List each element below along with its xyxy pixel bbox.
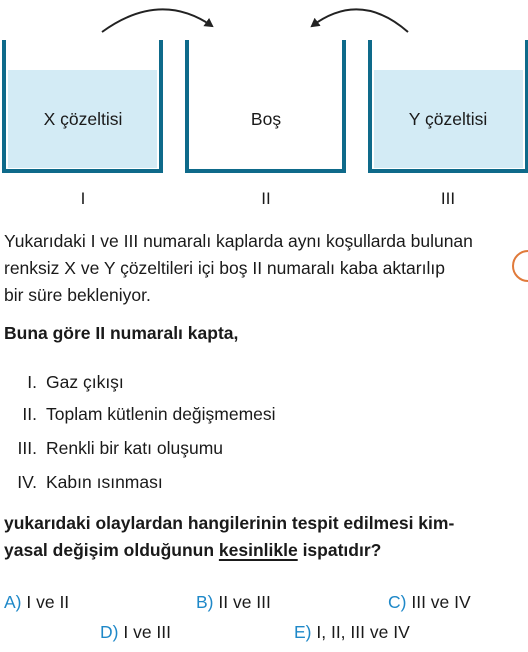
transfer-arrow-left	[102, 9, 212, 32]
list-item-text: Renkli bir katı oluşumu	[46, 438, 224, 458]
roman-label-iii: III	[440, 189, 456, 208]
list-item-ii	[22, 402, 276, 426]
list-item-number: III.	[17, 438, 37, 458]
container-iii-label: Y çözeltisi	[408, 109, 488, 129]
container-ii	[187, 40, 344, 208]
emphasis-word: kesinlikle	[218, 540, 298, 560]
container-ii-label: Boş	[250, 109, 282, 129]
container-i-label: X çözeltisi	[43, 109, 123, 129]
beakers-figure	[0, 0, 528, 212]
list-item-text: Gaz çıkışı	[46, 372, 124, 392]
list-item-i	[27, 370, 124, 394]
option-c[interactable]	[388, 590, 471, 614]
list-item-iv	[17, 470, 163, 494]
list-item-iii	[17, 436, 224, 460]
option-e[interactable]	[294, 620, 410, 644]
option-text: III ve IV	[411, 592, 471, 612]
option-letter: B)	[196, 592, 214, 612]
option-letter: D)	[100, 622, 119, 642]
roman-label-i: I	[80, 189, 86, 208]
list-item-text: Kabın ısınması	[46, 472, 163, 492]
question-lead: Buna göre II numaralı kapta,	[4, 323, 239, 343]
roman-label-ii: II	[261, 189, 271, 208]
option-text: II ve III	[218, 592, 271, 612]
question-prompt	[4, 510, 454, 564]
list-item-number: II.	[22, 404, 37, 424]
question-stem	[4, 228, 473, 309]
option-letter: A)	[4, 592, 22, 612]
question-line-2-start: yasal değişim olduğunun	[4, 540, 219, 560]
option-letter: E)	[294, 622, 312, 642]
option-text: I ve II	[26, 592, 70, 612]
container-iii	[370, 40, 527, 208]
edge-marker-icon	[512, 250, 528, 282]
stem-line-1: Yukarıdaki I ve III numaralı kaplarda aynı koşullarda bulunan	[4, 231, 473, 251]
question-line-2-end: ispatıdır?	[297, 540, 382, 560]
transfer-arrow-right	[312, 9, 408, 32]
option-b[interactable]	[196, 590, 271, 614]
option-a[interactable]	[4, 590, 69, 614]
option-letter: C)	[388, 592, 407, 612]
stem-line-3: bir süre bekleniyor.	[4, 285, 151, 305]
list-item-text: Toplam kütlenin değişmemesi	[46, 404, 276, 424]
question-line-2	[4, 537, 454, 564]
list-item-number: IV.	[17, 472, 37, 492]
stem-line-2: renksiz X ve Y çözeltileri içi boş II numaralı kaba aktarılıp	[4, 258, 445, 278]
container-ii-wall	[187, 40, 344, 171]
option-d[interactable]	[100, 620, 171, 644]
list-item-number: I.	[27, 372, 37, 392]
option-text: I ve III	[123, 622, 171, 642]
option-text: I, II, III ve IV	[316, 622, 410, 642]
container-i	[4, 40, 161, 208]
question-line-1: yukarıdaki olaylardan hangilerinin tespit edilmesi kim-	[4, 513, 455, 533]
